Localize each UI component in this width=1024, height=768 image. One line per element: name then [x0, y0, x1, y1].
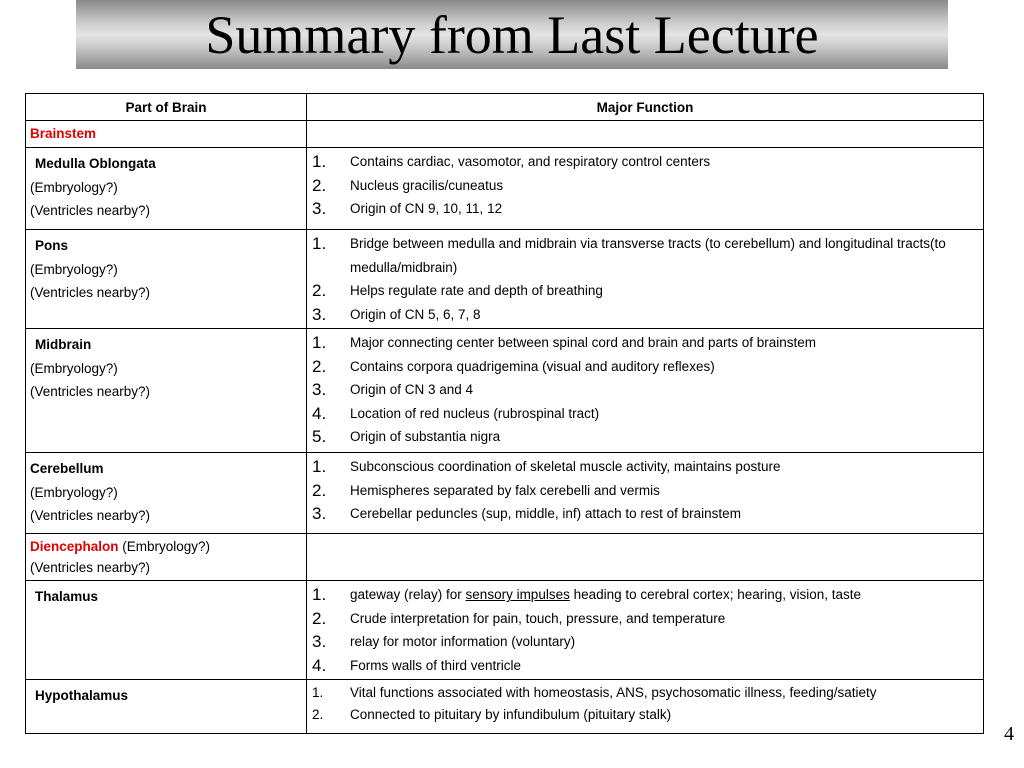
medulla-ventricles: (Ventricles nearby?) — [30, 203, 151, 218]
list-item — [311, 630, 979, 654]
pons-functions — [307, 230, 984, 329]
midbrain-list — [311, 329, 979, 449]
cerebellum-ventricles: (Ventricles nearby?) — [30, 508, 151, 523]
slide-number: 4 — [1004, 723, 1014, 745]
cerebellum-embryology: (Embryology?) — [30, 484, 118, 500]
item-text-post: heading to cerebral cortex; hearing, vision, taste — [569, 587, 862, 602]
diencephalon-embryology: (Embryology?) — [122, 539, 211, 554]
item-number: 2. — [312, 707, 324, 722]
cerebellum-cell — [26, 453, 307, 534]
list-item — [311, 682, 979, 704]
item-number: 2. — [312, 356, 327, 376]
item-number: 3. — [312, 380, 327, 399]
list-item — [311, 479, 979, 503]
item-number: 1. — [312, 585, 327, 604]
item-text: relay for motor information (voluntary) — [350, 634, 576, 649]
hypothalamus-functions — [307, 680, 984, 734]
item-text: Origin of CN 9, 10, 11, 12 — [350, 201, 503, 216]
item-number: 1. — [312, 234, 327, 253]
diencephalon-ventricles: (Ventricles nearby?) — [30, 560, 151, 575]
cerebellum-list — [311, 453, 979, 526]
title-bar — [76, 0, 948, 69]
list-item — [311, 197, 979, 221]
hypothalamus-name: Hypothalamus — [35, 688, 129, 703]
row-pons — [26, 230, 984, 329]
item-text: Helps regulate rate and depth of breathing — [350, 283, 603, 298]
row-midbrain — [26, 329, 984, 453]
list-item — [311, 704, 979, 726]
midbrain-name: Midbrain — [35, 337, 92, 352]
row-medulla — [26, 148, 984, 230]
medulla-embryology: (Embryology?) — [30, 179, 118, 195]
item-text: Connected to pituitary by infundibulum (pituitary stalk) — [350, 707, 672, 722]
diencephalon-function-cell — [307, 534, 984, 581]
cerebellum-functions — [307, 453, 984, 534]
item-text: Hemispheres separated by falx cerebelli and vermis — [350, 482, 660, 498]
list-item — [311, 355, 979, 379]
brainstem-cell — [26, 121, 307, 148]
item-text: Nucleus gracilis/cuneatus — [350, 177, 504, 193]
midbrain-ventricles: (Ventricles nearby?) — [30, 384, 151, 399]
header-function: Major Function — [307, 94, 984, 121]
midbrain-embryology: (Embryology?) — [30, 360, 118, 376]
item-text: Crude interpretation for pain, touch, pressure, and temperature — [350, 610, 726, 626]
item-number: 3. — [312, 504, 327, 523]
item-text: Location of red nucleus (rubrospinal tract) — [350, 405, 600, 421]
row-cerebellum — [26, 453, 984, 534]
list-item — [311, 502, 979, 526]
item-text: Contains corpora quadrigemina (visual and auditory reflexes) — [350, 358, 715, 374]
brainstem-function-cell — [307, 121, 984, 148]
item-number: 2. — [312, 175, 327, 195]
pons-embryology: (Embryology?) — [30, 261, 118, 277]
item-text: Origin of substantia nigra — [350, 429, 501, 444]
item-number: 1. — [312, 333, 327, 352]
list-item — [311, 607, 979, 631]
item-text: Bridge between medulla and midbrain via transverse tracts (to cerebellum) and longitudinal tracts(to medulla/midbrain) — [350, 236, 946, 275]
pons-ventricles: (Ventricles nearby?) — [30, 285, 151, 300]
item-number: 1. — [312, 457, 327, 476]
row-diencephalon — [26, 534, 984, 581]
medulla-name: Medulla Oblongata — [35, 156, 156, 171]
item-text: Forms walls of third ventricle — [350, 657, 522, 673]
item-number: 2. — [312, 281, 327, 300]
list-item — [311, 150, 979, 174]
list-item — [311, 402, 979, 426]
list-item — [311, 654, 979, 678]
list-item — [311, 303, 979, 327]
midbrain-cell — [26, 329, 307, 453]
item-number: 2. — [312, 608, 327, 628]
item-text: Major connecting center between spinal cord and brain and parts of brainstem — [350, 335, 817, 350]
item-text-pre: gateway (relay) for — [350, 587, 466, 602]
row-thalamus — [26, 581, 984, 680]
item-number: 4. — [312, 655, 327, 675]
row-hypothalamus — [26, 680, 984, 734]
item-number: 3. — [312, 632, 327, 651]
item-text: Vital functions associated with homeostasis, ANS, psychosomatic illness, feeding/satiety — [350, 685, 877, 700]
list-item — [311, 174, 979, 198]
thalamus-name: Thalamus — [35, 589, 99, 604]
medulla-cell — [26, 148, 307, 230]
item-text-underlined: sensory impulses — [465, 587, 570, 602]
item-number: 4. — [312, 403, 327, 423]
list-item — [311, 455, 979, 479]
midbrain-functions — [307, 329, 984, 453]
item-number: 1. — [312, 685, 324, 700]
item-text — [350, 583, 979, 607]
pons-list — [311, 230, 979, 326]
header-part: Part of Brain — [26, 94, 307, 121]
header-row — [26, 94, 984, 121]
cerebellum-name: Cerebellum — [30, 461, 104, 476]
item-text: Contains cardiac, vasomotor, and respiratory control centers — [350, 154, 711, 169]
list-item — [311, 583, 979, 607]
hypothalamus-list — [311, 680, 979, 726]
slide-title: Summary from Last Lecture — [205, 4, 819, 65]
row-brainstem — [26, 121, 984, 148]
diencephalon-line — [30, 536, 302, 557]
list-item — [311, 425, 979, 449]
item-text: Subconscious coordination of skeletal muscle activity, maintains posture — [350, 459, 781, 474]
item-text: Origin of CN 5, 6, 7, 8 — [350, 306, 481, 322]
pons-cell — [26, 230, 307, 329]
item-number: 3. — [312, 304, 327, 324]
brainstem-label: Brainstem — [30, 126, 97, 141]
list-item — [311, 378, 979, 402]
list-item — [311, 232, 979, 279]
item-text: Origin of CN 3 and 4 — [350, 382, 474, 397]
medulla-list — [311, 148, 979, 221]
diencephalon-name: Diencephalon — [30, 539, 119, 554]
brain-summary-table — [25, 93, 984, 734]
item-number: 5. — [312, 427, 327, 446]
medulla-functions — [307, 148, 984, 230]
list-item — [311, 279, 979, 303]
item-text: Cerebellar peduncles (sup, middle, inf) attach to rest of brainstem — [350, 506, 741, 521]
diencephalon-cell — [26, 534, 307, 581]
hypothalamus-cell — [26, 680, 307, 734]
item-number: 1. — [312, 152, 327, 171]
thalamus-functions — [307, 581, 984, 680]
item-number: 3. — [312, 199, 327, 218]
thalamus-cell — [26, 581, 307, 680]
list-item — [311, 331, 979, 355]
pons-name: Pons — [35, 238, 69, 253]
thalamus-list — [311, 581, 979, 677]
item-number: 2. — [312, 480, 327, 500]
